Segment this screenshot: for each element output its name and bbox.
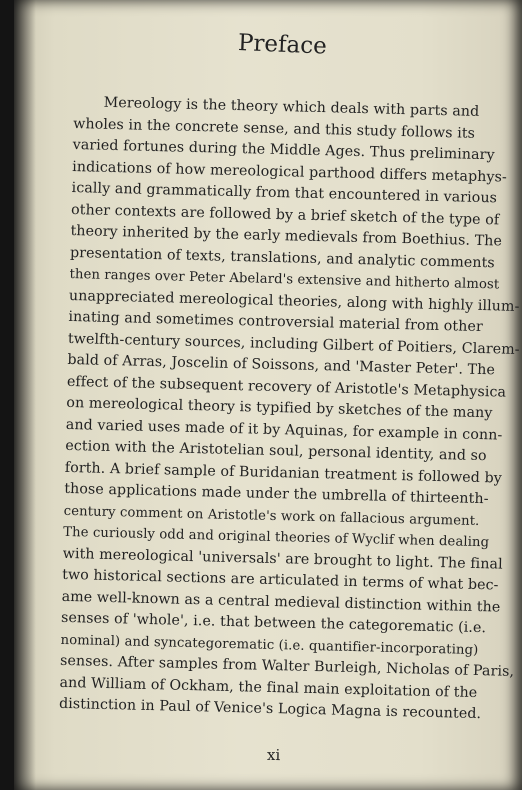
text-line: with mereological 'universals' are brought to light. The final — [62, 545, 503, 573]
page-title: Preface — [237, 30, 328, 60]
book-page — [14, 0, 522, 790]
text-line: nominal) and syncategorematic (i.e. quantifier-incorporating) — [60, 632, 479, 658]
text-line: varied fortunes during the Middle Ages. Thus preliminary — [72, 136, 495, 164]
text-line: senses of 'whole', i.e. that between the categorematic (i.e. — [60, 609, 487, 637]
text-line: inating and sometimes controversial material from other — [68, 308, 484, 336]
text-line: and varied uses made of it by Aquinas, for example in conn- — [65, 416, 503, 444]
text-line: bald of Arras, Joscelin of Soissons, and 'Master Peter'. The — [67, 351, 496, 379]
text-line: distinction in Paul of Venice's Logica Magna is recounted. — [58, 695, 482, 723]
text-line: century comment on Aristotle's work on fallacious argument. — [63, 503, 480, 529]
preface-body — [59, 92, 522, 726]
text-line: wholes in the concrete sense, and this study follows its — [73, 115, 476, 142]
text-line: on mereological theory is typified by sketches of the many — [66, 394, 493, 422]
text-line: other contexts are followed by a brief sketch of the type of — [70, 201, 500, 228]
text-line: The curiously odd and original theories of Wyclif when dealing — [63, 524, 490, 551]
text-line: forth. A brief sample of Buridanian treatment is followed by — [64, 459, 503, 487]
text-line: effect of the subsequent recovery of Aristotle's Metaphysica — [66, 373, 507, 401]
text-line: senses. After samples from Walter Burleigh, Nicholas of Paris, — [59, 652, 515, 680]
text-line: ically and grammatically from that encountered in various — [71, 179, 498, 207]
text-line: those applications made under the umbrella of thirteenth- — [64, 480, 489, 508]
text-line: Mereology is the theory which deals with parts and — [103, 94, 480, 120]
text-line: ame well-known as a central medieval distinction within the — [61, 588, 501, 616]
text-line: indications of how mereological parthood differs metaphys- — [71, 158, 508, 186]
text-line: theory inherited by the early medievals from Boethius. The — [70, 222, 503, 250]
spine-shadow — [14, 0, 36, 790]
text-line: then ranges over Peter Abelard's extensive and hitherto almost — [69, 266, 500, 293]
text-line: two historical sections are articulated in terms of what bec- — [62, 566, 499, 594]
text-line: ection with the Aristotelian soul, personal identity, and so — [65, 437, 487, 465]
text-line: unappreciated mereological theories, along with highly illum- — [68, 287, 520, 315]
text-line: and William of Ockham, the final main exploitation of the — [59, 674, 478, 701]
page-number: xi — [266, 745, 281, 765]
text-line: presentation of texts, translations, and analytic comments — [69, 244, 495, 271]
text-line: twelfth-century sources, including Gilbert of Poitiers, Clarem- — [67, 330, 520, 358]
